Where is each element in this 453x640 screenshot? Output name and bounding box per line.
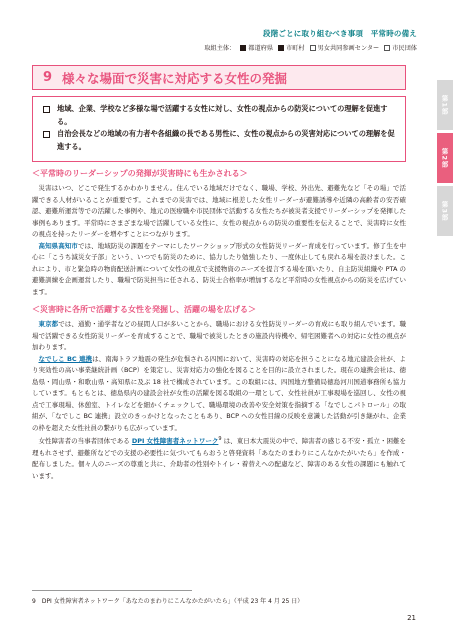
keyword: DPI 女性障害者ネットワーク bbox=[131, 437, 219, 446]
checkbox-icon bbox=[240, 45, 246, 51]
actor-civic-group: 市民団体 bbox=[384, 43, 417, 52]
actor-gender-center: 男女共同参画センター bbox=[310, 43, 380, 52]
body-text bbox=[32, 168, 406, 482]
paragraph: 高知県高知市では、地域防災の課題をテーマにしたワークショップ形式の女性防災リーダー育成を行っています。修了生を中心に「こうち減災女子部」という、いつでも防災のために、協力したり勉強したり、一度休止しても戻れる場を設けました。これにより、市と緊急時の物資配送計画について女性の視点で支援物資のニーズを提言する場を頂いたり、自主防災組織や PTA の避難訓練を企画運営したり、職場で防災担当に任される、防災士合格率が増加するなど平常時の女性視点からの防災を広げています。 bbox=[32, 241, 406, 296]
subsection-heading: ＜災害時に各所で活躍する女性を発掘し、活躍の場を広げる＞ bbox=[32, 305, 256, 314]
checkbox-icon bbox=[43, 106, 50, 113]
subsection-heading: ＜平常時のリーダーシップの発揮が災害時にも生かされる＞ bbox=[32, 169, 248, 178]
checkbox-icon bbox=[384, 45, 390, 51]
checkbox-icon bbox=[278, 45, 284, 51]
paragraph: なでしこ BC 連携は、南海トラフ地震の発生が危惧される四国において、災害時の対応を担うことになる地元建設会社が、より実効性の高い事業継続計画（BCP）を策定し、災害対応力の強化を図ることを目的に設立されました。現在の連携会社は、徳島県・岡山県・和歌山県・高知県に及ぶ 18 社で構成されています。この取組には、四国地方整備局徳島河川国道事務所も協力しています。もともとは、徳島県内の建設会社が女性の活躍を図る取組の一環として、女性社員が工事現場を巡回し、女性の視点で工事現場、休憩室、トイレなどを細かくチェックして、職場環境の改善や安全対策を指摘する「なでしこパトロール」の取組が、「なでしこ BC 連携」設立のきっかけとなったこともあり、BCP への女性目線の反映を意識した活動が引き継がれ、企業の枠を超えた女性社員の繋がりも広がっています。 bbox=[32, 354, 406, 432]
tab-part-3[interactable]: 第3部 bbox=[437, 186, 453, 236]
part-tabs bbox=[437, 80, 453, 239]
tab-part-2[interactable]: 第2部 bbox=[437, 133, 453, 183]
summary-item: 地域、企業、学校など多様な場で活躍する女性に対し、女性の視点からの防災についての理解を促進する。 bbox=[43, 103, 395, 128]
summary-item: 自治会長などの地域の有力者や各組織の長である男性に、女性の視点からの災害対応についての理解を促進する。 bbox=[43, 128, 395, 153]
checkbox-icon bbox=[310, 45, 316, 51]
actors-label: 取組主体： bbox=[204, 45, 236, 52]
footnote-ref[interactable]: 9 bbox=[218, 436, 222, 442]
header-title: 段階ごとに取り組むべき事項 平常時の備え bbox=[263, 29, 417, 38]
paragraph: 女性障害者の当事者団体である DPI 女性障害者ネットワーク$^9$ は、東日本大震災の中で、障害者の感じる不安・孤立・困難を理もれさせず、避難所などでの支援の必要性に気づいてもらおうと啓発資料「あなたのまわりにこんなかたがいたら」を作成・配布しました。個々人のニーズの尊重と共に、介助者の性別やトイレ・着替えへの配慮など、障害のある女性の課題にも触れています。 bbox=[32, 436, 406, 480]
section-title: 様々な場面で災害に対応する女性の発掘 bbox=[62, 70, 288, 86]
actor-prefecture: 都道府県 bbox=[240, 43, 273, 52]
page-number: 21 bbox=[407, 614, 416, 622]
footnote-divider bbox=[32, 590, 192, 591]
actor-municipality: 市町村 bbox=[278, 43, 305, 52]
section-number: 9 bbox=[43, 70, 53, 85]
keyword: 東京都 bbox=[38, 320, 59, 328]
keyword: なでしこ BC 連携 bbox=[38, 354, 93, 363]
keyword: 高知県高知市 bbox=[38, 241, 78, 250]
actors-row bbox=[204, 43, 417, 52]
checkbox-icon bbox=[43, 131, 50, 138]
page-header bbox=[204, 28, 417, 52]
footnote: 9 DPI 女性障害者ネットワーク「あなたのまわりにこんなかたがいたら」（平成 23 年 4 月 25 日） bbox=[32, 598, 304, 605]
tab-part-1[interactable]: 第1部 bbox=[437, 80, 453, 130]
paragraph: 災害はいつ、どこで発生するかわかりません。住んでいる地域だけでなく、職場、学校、外出先、避難先など「その場」で活躍できる人材がいることが重要です。これまでの災害では、地域に根差した女性リーダーが避難誘導や近隣の高齢者の安否確認、避難所運営等での活躍した事例や、地元の医療職や市民団体で活動する女性たちが被災者支援でリーダーシップを発揮した事例もあります。平常時にさまざまな場で活躍している女性に、女性の視点からの防災の重要性を伝えることで、災害時に女性の視点を持ったリーダーを増やすことにつながります。 bbox=[32, 184, 406, 238]
paragraph: 東京都では、通勤・通学者などの昼間人口が多いことから、職場における女性防災リーダーの育成にも取り組んでいます。職場で活躍できる女性防災リーダーを育成することで、職場で被災したときの施設内待機や、帰宅困難者への対応に女性の視点が加わります。 bbox=[32, 320, 407, 351]
section-title-bar bbox=[32, 65, 406, 90]
summary-box bbox=[32, 96, 406, 162]
